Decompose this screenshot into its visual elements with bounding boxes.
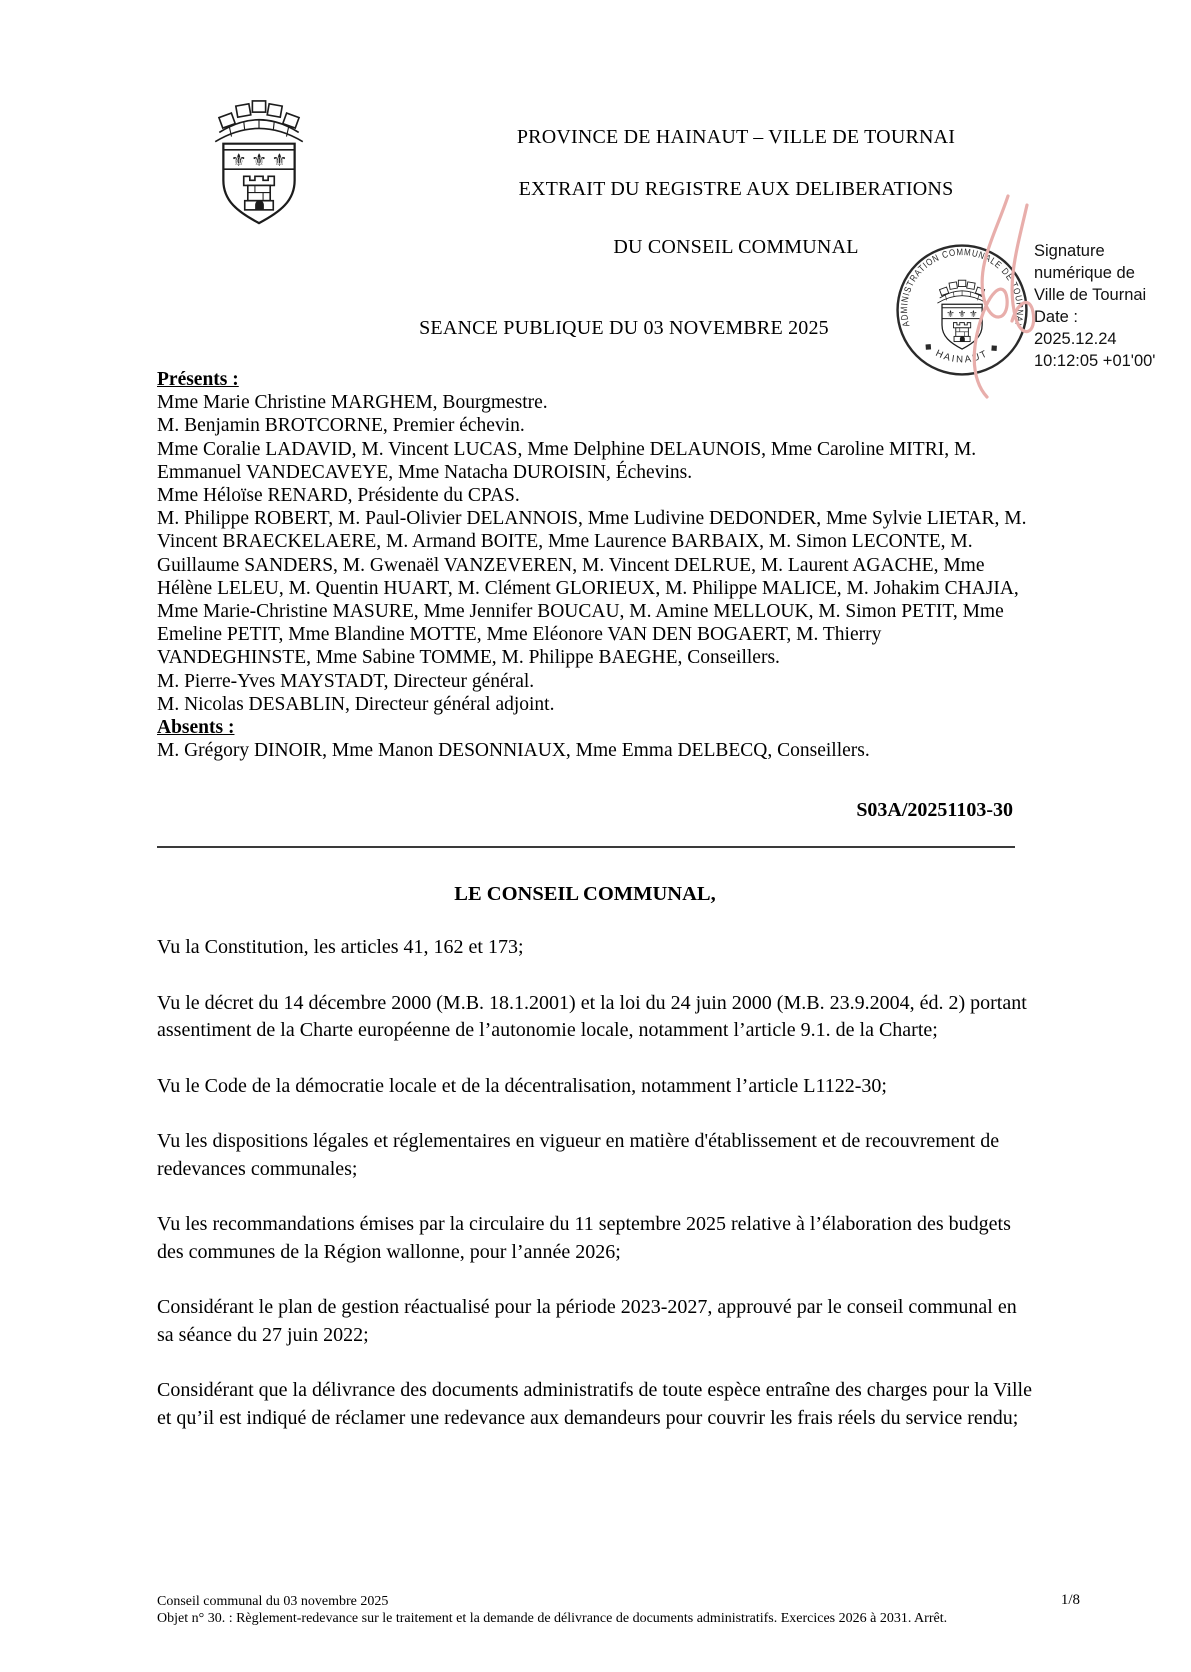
stamp-top-text: ADMINISTRATION COMMUNALE DE TOURNAI <box>898 245 1026 329</box>
absents-list <box>157 739 1037 762</box>
section-divider-line <box>157 846 1015 848</box>
attendance-entry: M. Philippe ROBERT, M. Paul-Olivier DELANNOIS, Mme Ludivine DEDONDER, Mme Sylvie LIETAR, M. Vincent BRAECKELAERE, M. Armand BOITE, Mme Laurence BARBAIX, M. Simon LECONTE, M. Guillaume SANDERS, M. Gwenaël VANZEVEREN, M. Vincent DELRUE, M. Laurent AGACHE, Mme Hélène LELEU, M. Quentin HUART, M. Clément GLORIEUX, M. Philippe MALICE, M. Johakim CHAJIA, Mme Marie-Christine MASURE, Mme Jennifer BOUCAU, M. Amine MELLOUK, M. Simon PETIT, Mme Emeline PETIT, Mme Blandine MOTTE, Mme Eléonore VAN DEN BOGAERT, M. Thierry VANDEGHINSTE, Mme Sabine TOMME, M. Philippe BAEGHE, Conseillers. <box>157 508 1027 669</box>
stamp-bottom-text: ◆ HAINAUT ◆ <box>921 340 1003 366</box>
body-paragraph: Vu le Code de la démocratie locale et de la décentralisation, notamment l’article L1122-30; <box>157 1074 887 1097</box>
deliberation-title: LE CONSEIL COMMUNAL, <box>454 883 716 905</box>
signature-caption-line: 2025.12.24 <box>1034 330 1117 348</box>
page-number: 1/8 <box>1060 1592 1080 1608</box>
deliberation-body <box>157 934 1037 1460</box>
deliberation-reference-number: S03A/20251103-30 <box>856 799 1013 821</box>
header-extrait-line: EXTRAIT DU REGISTRE AUX DELIBERATIONS <box>518 178 954 200</box>
signature-caption-line: numérique de <box>1034 264 1135 282</box>
absents-label: Absents : <box>157 717 235 739</box>
footer-session-line: Conseil communal du 03 novembre 2025 <box>157 1594 389 1609</box>
header-conseil-line: DU CONSEIL COMMUNAL <box>613 236 859 258</box>
footer-object-line: Objet n° 30. : Règlement-redevance sur le traitement et la demande de délivrance de documents administratifs. Exercices 2026 à 2031. Arrêt. <box>157 1610 948 1626</box>
signature-caption-line: 10:12:05 +01'00' <box>1034 352 1156 370</box>
digital-signature-caption <box>1034 240 1189 372</box>
body-paragraph: Considérant que la délivrance des documents administratifs de toute espèce entraîne des charges pour la Ville et qu’il est indiqué de réclamer une redevance aux demandeurs pour couvrir les frais réels du service rendu; <box>157 1379 1032 1429</box>
signature-caption-line: Date : <box>1034 308 1079 326</box>
attendance-entry: M. Grégory DINOIR, Mme Manon DESONNIAUX, Mme Emma DELBECQ, Conseillers. <box>157 740 870 762</box>
attendance-section <box>157 368 1037 762</box>
session-line: SEANCE PUBLIQUE DU 03 NOVEMBRE 2025 <box>419 317 829 339</box>
attendance-entry: Mme Marie Christine MARGHEM, Bourgmestre. <box>157 392 548 414</box>
attendance-entry: M. Nicolas DESABLIN, Directeur général adjoint. <box>157 693 555 715</box>
attendance-entry: M. Pierre-Yves MAYSTADT, Directeur général. <box>157 670 535 692</box>
body-paragraph: Vu les dispositions légales et réglementaires en vigueur en matière d'établissement et de recouvrement de redevances communales; <box>157 1130 1000 1180</box>
body-paragraph: Vu la Constitution, les articles 41, 162 et 173; <box>157 936 524 958</box>
attendance-entry: M. Benjamin BROTCORNE, Premier échevin. <box>157 415 525 437</box>
signature-caption-line: Signature <box>1034 242 1105 260</box>
body-paragraph: Vu le décret du 14 décembre 2000 (M.B. 18.1.2001) et la loi du 24 juin 2000 (M.B. 23.9.2004, éd. 2) portant assentiment de la Charte européenne de l’autonomie locale, notamment l’article 9.1. de la Charte; <box>157 991 1027 1041</box>
signature-caption-line: Ville de Tournai <box>1034 286 1147 304</box>
presents-label: Présents : <box>157 369 239 390</box>
attendance-entry: Mme Héloïse RENARD, Présidente du CPAS. <box>157 485 520 507</box>
body-paragraph: Vu les recommandations émises par la circulaire du 11 septembre 2025 relative à l’élaboration des budgets des communes de la Région wallonne, pour l’année 2026; <box>157 1213 1011 1263</box>
presents-list <box>157 391 1037 716</box>
body-paragraph: Considérant le plan de gestion réactualisé pour la période 2023-2027, approuvé par le conseil communal en sa séance du 27 juin 2022; <box>157 1296 1017 1346</box>
header-province-line: PROVINCE DE HAINAUT – VILLE DE TOURNAI <box>516 126 956 148</box>
attendance-entry: Mme Coralie LADAVID, M. Vincent LUCAS, Mme Delphine DELAUNOIS, Mme Caroline MITRI, M. Emmanuel VANDECAVEYE, Mme Natacha DUROISIN, Échevins. <box>157 438 977 483</box>
tournai-coat-of-arms-icon <box>203 90 315 232</box>
